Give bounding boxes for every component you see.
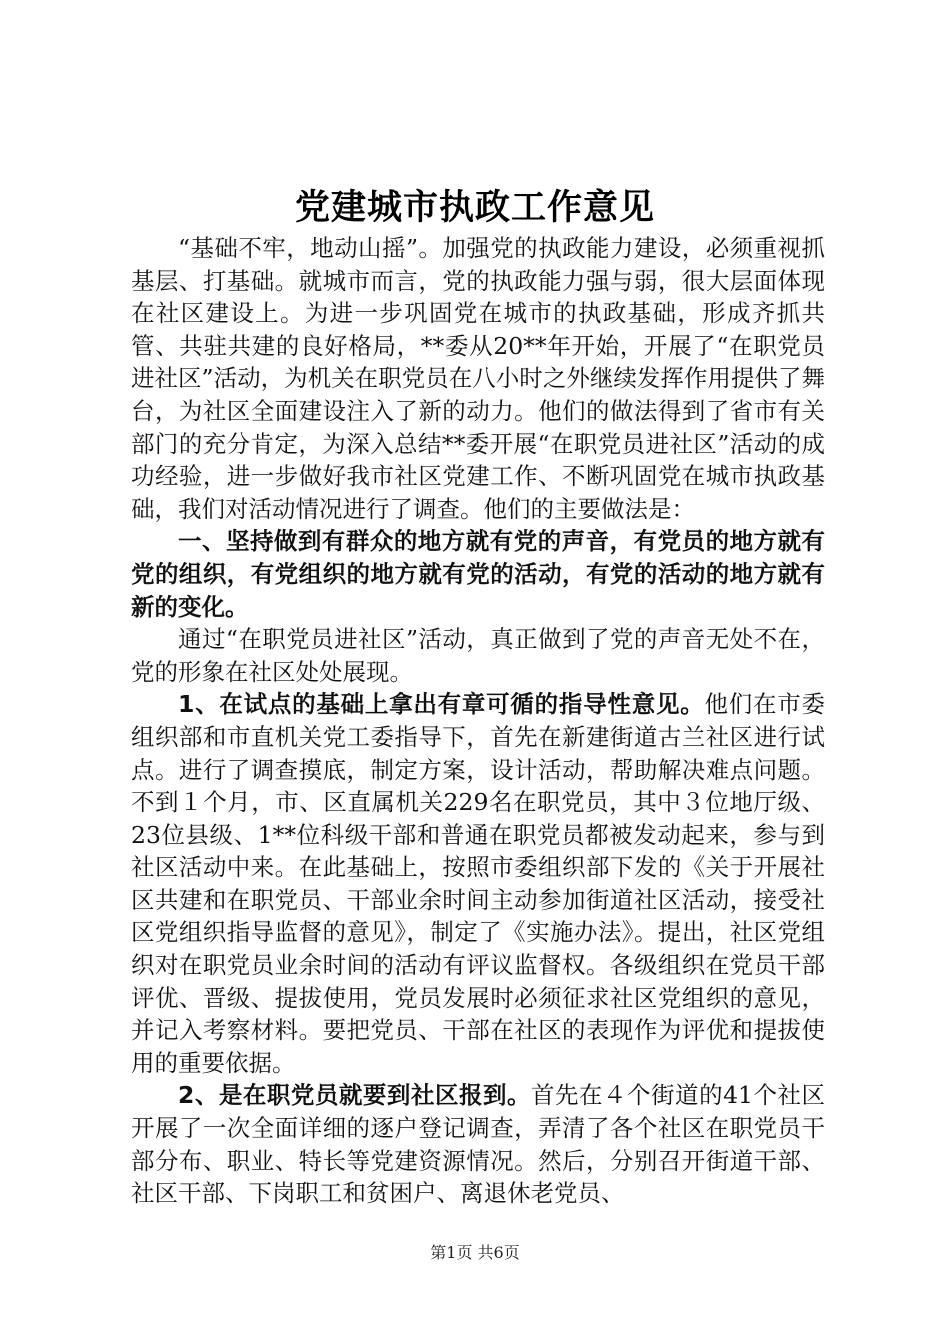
subsection-1-body: 他们在市委组织部和市直机关党工委指导下，首先在新建街道古兰社区进行试点。进行了调查摸底，制定方案，设计活动，帮助解决难点问题。不到１个月，市、区直属机关229名在职党员，其中３位地厅级、23位县级、1**位科级干部和普通在职党员都被发动起来，参与到社区活动中来。在此基础上，按照市委组织部下发的《关于开展社区共建和在职党员、干部业余时间主动参加街道社区活动，接受社区党组织指导监督的意见》，制定了《实施办法》。提出，社区党组织对在职党员业余时间的活动有评议监督权。各级组织在党员干部评优、晋级、提拔使用，党员发展时必须征求社区党组织的意见，并记入考察材料。要把党员、干部在社区的表现作为评优和提拔使用的重要依据。	[131, 690, 826, 1077]
page-footer: 第1页 共6页	[430, 1243, 520, 1262]
section-heading-1: 一、坚持做到有群众的地方就有党的声音，有党员的地方就有党的组织，有党组织的地方就有党的活动，有党的活动的地方就有新的变化。	[131, 527, 825, 621]
intro-paragraph: “基础不牢，地动山摇”。加强党的执政能力建设，必须重视抓基层、打基础。就城市而言，党的执政能力强与弱，很大层面体现在社区建设上。为进一步巩固党在城市的执政基础，形成齐抓共管、共驻共建的良好格局，**委从20**年开始，开展了“在职党员进社区”活动，为机关在职党员在八小时之外继续发挥作用提供了舞台，为社区全面建设注入了新的动力。他们的做法得到了省市有关部门的充分肯定，为深入总结**委开展“在职党员进社区”活动的成功经验，进一步做好我市社区党建工作、不断巩固党在城市执政基础，我们对活动情况进行了调查。他们的主要做法是：	[131, 234, 825, 523]
subsection-1-title: 1、在试点的基础上拿出有章可循的指导性意见。	[178, 690, 705, 719]
document-title: 党建城市执政工作意见	[294, 187, 655, 228]
subsection-2-title: 2、是在职党员就要到社区报到。	[178, 1081, 531, 1110]
subsection-2-body: 首先在４个街道的41个社区开展了一次全面详细的逐户登记调查，弄清了各个社区在职党员干部分布、职业、特长等党建资源情况。然后，分别召开街道干部、社区干部、下岗职工和贫困户、离退休老党员、	[131, 1081, 826, 1208]
document-body	[131, 232, 825, 1210]
subsection-2	[131, 1079, 825, 1209]
section-1-paragraph: 通过“在职党员进社区”活动，真正做到了党的声音无处不在，党的形象在社区处处展现。	[131, 625, 825, 686]
subsection-1	[131, 688, 825, 1079]
